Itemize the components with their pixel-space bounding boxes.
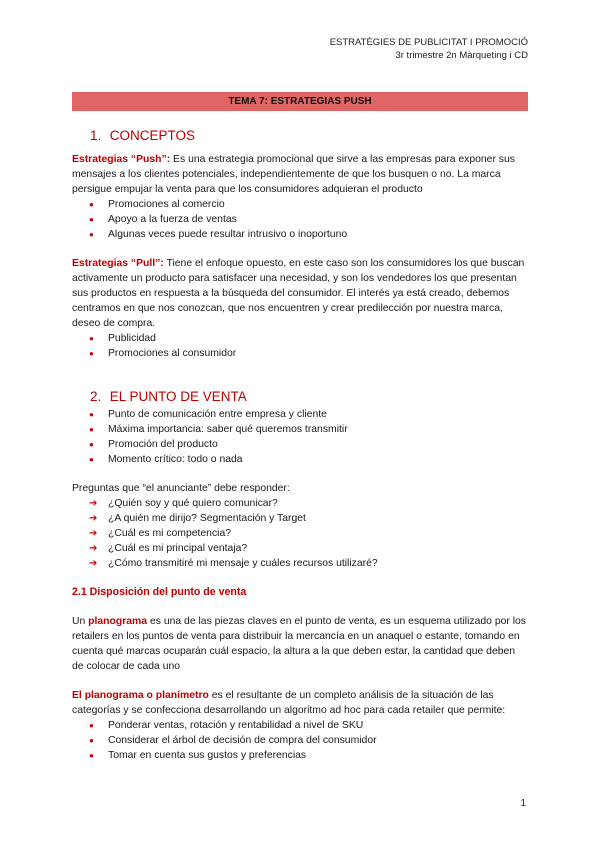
list-item: ➔ ¿Cuál es mi competencia? (72, 526, 528, 541)
planogram-paragraph: Un planograma es una de las piezas claves en el punto de venta, es un esquema utilizado por los retailers en los puntos de venta para distribuir la mercancía en un anaquel o estante, tomando en cuenta qué marcas ocuparán cuál espacio, la altura a la que deben estar, la cantidad que deben de colocar de cada uno (72, 616, 527, 672)
list-item: ➔ ¿Cuál es mi principal ventaja? (72, 541, 528, 556)
push-text: Es una estrategia promocional que sirve a las empresas para exponer sus mensajes a los clientes potenciales, independientemente de que los busquen o no. La marca persigue empujar la venta para que los consumidores adquieran el producto (72, 154, 515, 195)
list-item: ● Publicidad (72, 331, 528, 346)
planogram-bullets (72, 718, 528, 763)
section-2-heading (72, 387, 528, 407)
header-term: 3r trimestre 2n Màrqueting i CD (395, 50, 528, 61)
page-number: 1 (520, 798, 526, 809)
questions-intro: Preguntas que “el anunciante” debe responder: (72, 483, 290, 494)
section-1-heading (72, 126, 528, 146)
list-item: ➔ ¿Cómo transmitiré mi mensaje y cuáles recursos utilizaré? (72, 556, 528, 571)
list-item: ● Momento crítico: todo o nada (72, 452, 528, 467)
list-item: ● Promociones al comercio (72, 197, 528, 212)
section-2-title: EL PUNTO DE VENTA (109, 389, 247, 404)
section-2-number: 2. (90, 389, 102, 404)
topic-banner: TEMA 7: ESTRATEGIAS PUSH (72, 92, 528, 111)
list-item: ➔ ¿A quién me dirijo? Segmentación y Target (72, 511, 528, 526)
list-item: ● Promociones al consumidor (72, 346, 528, 361)
planimeter-paragraph: El planograma o planímetro es el resultante de un completo análisis de la situación de las categorías y se confecciona desarrollando un algoritmo ad hoc para cada retailer que permite: (72, 690, 506, 716)
list-item: ➔ ¿Quién soy y qué quiero comunicar? (72, 496, 528, 511)
header-course: ESTRATÈGIES DE PUBLICITAT I PROMOCIÓ (329, 37, 528, 48)
questions-list (72, 496, 528, 571)
list-item: ● Algunas veces puede resultar intrusivo o inoportuno (72, 227, 528, 242)
list-item: ● Promoción del producto (72, 437, 528, 452)
push-bullets (72, 197, 528, 242)
planogram-term: planograma (88, 616, 148, 627)
pull-term: Estrategias “Pull”: (72, 258, 164, 269)
page-header (330, 36, 528, 62)
list-item: ● Apoyo a la fuerza de ventas (72, 212, 528, 227)
subsection-2-1-heading: 2.1 Disposición del punto de venta (72, 586, 247, 598)
section-1-title: CONCEPTOS (109, 128, 196, 143)
pull-bullets (72, 331, 528, 361)
pull-paragraph (72, 256, 528, 331)
pull-text: Tiene el enfoque opuesto, en este caso son los consumidores los que buscan activamente un producto para satisfacer una necesidad, y son los vendedores los que presentan sus productos en respuesta a la búsqueda del consumidor. El interés ya está creado, debemos centramos en que nos conozcan, que nos encuentren y crear predilección por nuestra marca, deseo de compra. (72, 258, 525, 329)
list-item: ● Ponderar ventas, rotación y rentabilidad a nivel de SKU (72, 718, 528, 733)
list-item: ● Considerar el árbol de decisión de compra del consumidor (72, 733, 528, 748)
list-item: ● Tomar en cuenta sus gustos y preferencias (72, 748, 528, 763)
list-item: ● Punto de comunicación entre empresa y cliente (72, 407, 528, 422)
document-body (72, 126, 528, 763)
list-item: ● Máxima importancia: saber qué queremos transmitir (72, 422, 528, 437)
point-of-sale-bullets (72, 407, 528, 467)
section-1-number: 1. (90, 128, 102, 143)
push-term: Estrategias “Push”: (72, 154, 171, 165)
planimeter-term: El planograma o planímetro (72, 690, 209, 701)
push-paragraph (72, 152, 528, 197)
